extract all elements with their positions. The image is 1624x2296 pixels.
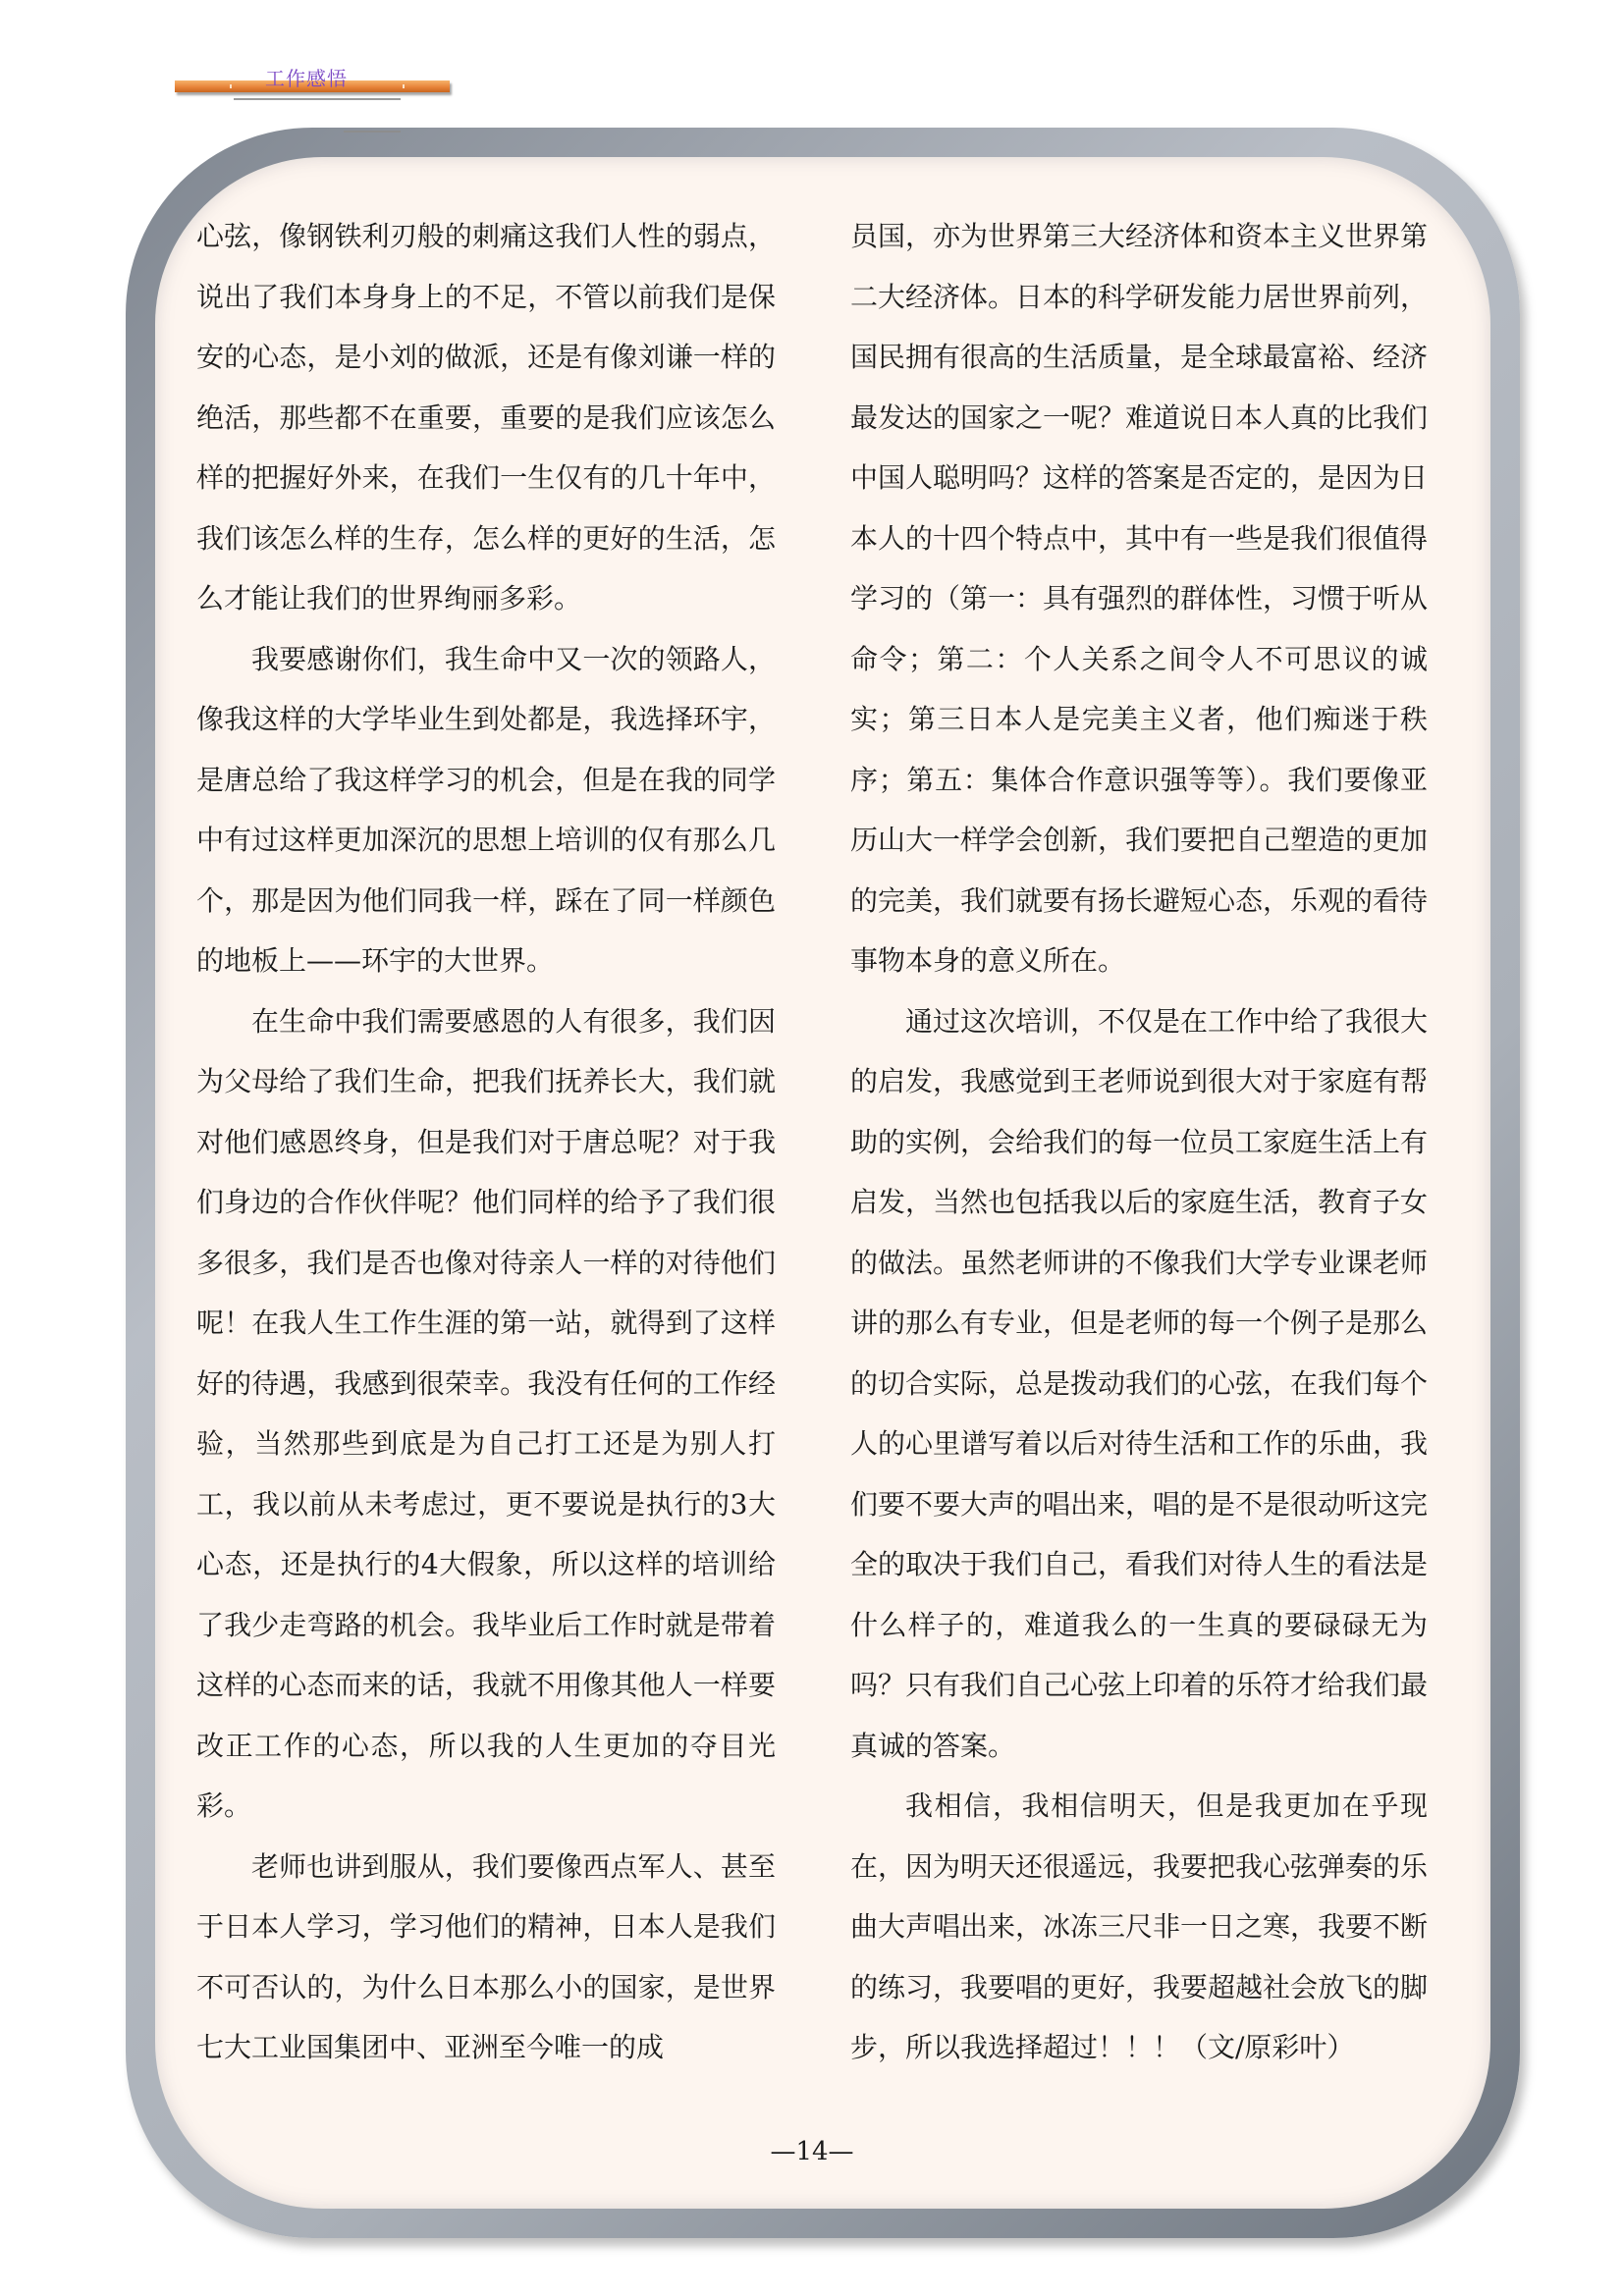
header-underline bbox=[234, 98, 401, 100]
section-header-tab bbox=[175, 69, 450, 102]
page-number: —14— bbox=[770, 2137, 854, 2166]
paragraph: 我要感谢你们，我生命中又一次的领路人，像我这样的大学毕业生到处都是，我选择环宇，是唐总给了我这样学习的机会，但是在我的同学中有过这样更加深沉的思想上培训的仅有那么几个，那是因为他们同我一样，踩在了同一样颜色的地板上——环宇的大世界。 bbox=[196, 642, 776, 977]
header-bar-notch bbox=[403, 84, 405, 88]
header-bar-notch bbox=[230, 84, 232, 88]
paragraph: 老师也讲到服从，我们要像西点军人、甚至于日本人学习，学习他们的精神，日本人是我们不可否认的，为什么日本那么小的国家，是世界七大工业国集团中、亚洲至今唯一的成 bbox=[196, 1849, 776, 2063]
paragraph: 在生命中我们需要感恩的人有很多，我们因为父母给了我们生命，把我们抚养长大，我们就对他们感恩终身，但是我们对于唐总呢？对于我们身边的合作伙伴呢？他们同样的给予了我们很多很多，我们是否也像对待亲人一样的对待他们呢！在我人生工作生涯的第一站，就得到了这样好的待遇，我感到很荣幸。我没有任何的工作经验，当然那些到底是为自己打工还是为别人打工，我以前从未考虑过，更不要说是执行的3大心态，还是执行的4大假象，所以这样的培训给了我少走弯路的机会。我毕业后工作时就是带着这样的心态而来的话，我就不用像其他人一样要改正工作的心态，所以我的人生更加的夺目光彩。 bbox=[196, 1004, 776, 1822]
section-title: 工作感悟 bbox=[265, 67, 348, 90]
paragraph: 通过这次培训，不仅是在工作中给了我很大的启发，我感觉到王老师说到很大对于家庭有帮助的实例，会给我们的每一位员工家庭生活上有启发，当然也包括我以后的家庭生活，教育子女的做法。虽然老师讲的不像我们大学专业课老师讲的那么有专业，但是老师的每一个例子是那么的切合实际，总是拨动我们的心弦，在我们每个人的心里谱写着以后对待生活和工作的乐曲，我们要不要大声的唱出来，唱的是不是很动听这完全的取决于我们自己，看我们对待人生的看法是什么样子的，难道我么的一生真的要碌碌无为吗？只有我们自己心弦上印着的乐符才给我们最真诚的答案。 bbox=[850, 1004, 1429, 1762]
text-column-right bbox=[850, 206, 1428, 2078]
text-column-left bbox=[196, 206, 776, 2078]
paragraph: 心弦，像钢铁利刃般的刺痛这我们人性的弱点，说出了我们本身身上的不足，不管以前我们是保安的心态，是小刘的做派，还是有像刘谦一样的绝活，那些都不在重要，重要的是我们应该怎么样的把握好外来，在我们一生仅有的几十年中，我们该怎么样的生存，怎么样的更好的生活，怎么才能让我们的世界绚丽多彩。 bbox=[196, 220, 776, 614]
paragraph: 员国，亦为世界第三大经济体和资本主义世界第二大经济体。日本的科学研发能力居世界前列，国民拥有很高的生活质量，是全球最富裕、经济最发达的国家之一呢？难道说日本人真的比我们中国人聪明吗？这样的答案是否定的，是因为日本人的十四个特点中，其中有一些是我们很值得学习的（第一：具有强烈的群体性，习惯于听从命令；第二：个人关系之间令人不可思议的诚实；第三日本人是完美主义者，他们痴迷于秩序；第五：集体合作意识强等等）。我们要像亚历山大一样学会创新，我们要把自己塑造的更加的完美，我们就要有扬长避短心态，乐观的看待事物本身的意义所在。 bbox=[850, 220, 1429, 977]
frame-top-rule bbox=[344, 131, 401, 133]
paragraph: 我相信，我相信明天，但是我更加在乎现在，因为明天还很遥远，我要把我心弦弹奏的乐曲大声唱出来，冰冻三尺非一日之寒，我要不断的练习，我要唱的更好，我要超越社会放飞的脚步，所以我选择超过！！！（文/原彩叶） bbox=[850, 1789, 1429, 2063]
